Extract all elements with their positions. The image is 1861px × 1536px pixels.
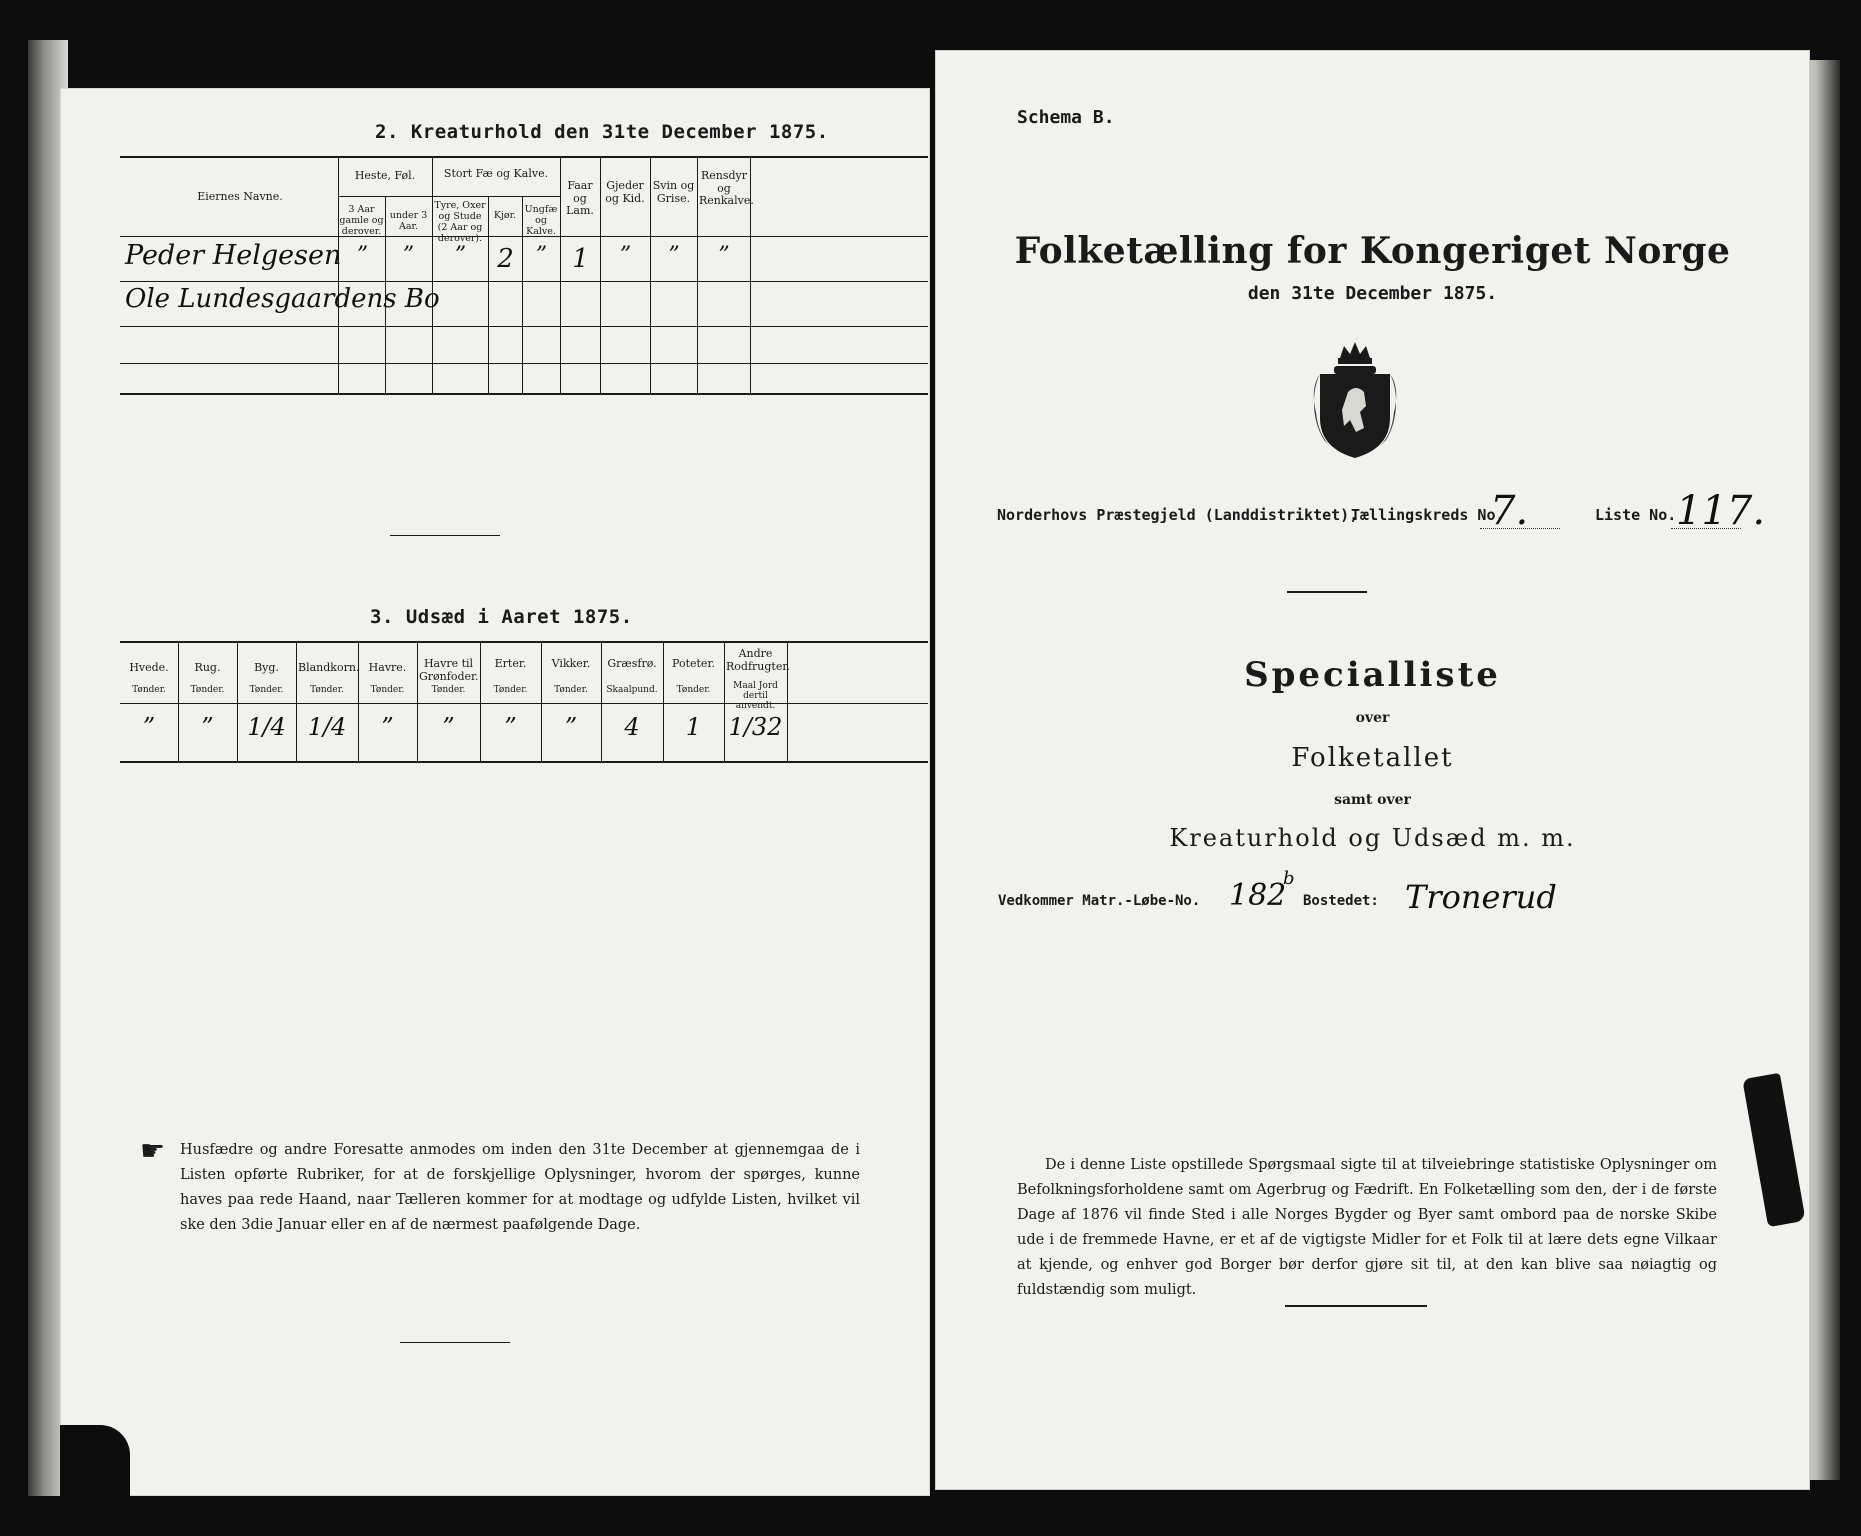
gjeder-header: Gjeder og Kid. bbox=[605, 179, 645, 205]
liste-label: Liste No. bbox=[1595, 506, 1677, 524]
udsaed-value-8: 4 bbox=[624, 713, 640, 741]
table2-row-rule bbox=[120, 326, 928, 327]
table3-col-rule bbox=[358, 641, 359, 761]
heste-sub1-header: 3 Aar gamle og derover. bbox=[339, 204, 384, 237]
notice-end-rule bbox=[400, 1342, 510, 1343]
table2-col-rule bbox=[600, 156, 601, 393]
udsaed-unit-3: Tønder. bbox=[310, 685, 344, 695]
udsaed-unit-4: Tønder. bbox=[370, 685, 405, 695]
udsaed-value-6: ” bbox=[504, 713, 517, 741]
udsaed-unit-7: Tønder. bbox=[554, 685, 588, 695]
table3-col-rule bbox=[787, 641, 788, 761]
pointing-hand-icon: ☛ bbox=[140, 1134, 166, 1167]
table3-col-rule bbox=[541, 641, 542, 761]
table3-header-rule bbox=[120, 703, 928, 704]
udsaed-unit-8: Skaalpund. bbox=[606, 685, 658, 695]
cell-svin: ” bbox=[668, 243, 680, 268]
table3-col-rule bbox=[296, 641, 297, 761]
section2-title: 2. Kreaturhold den 31te December 1875. bbox=[375, 121, 829, 143]
cell-ungfae: ” bbox=[535, 243, 548, 268]
udsaed-unit-2: Tønder. bbox=[249, 685, 284, 695]
district-label: Norderhovs Præstegjeld (Landdistriktet), bbox=[997, 506, 1359, 524]
stort-fae-header: Stort Fæ og Kalve. bbox=[443, 167, 549, 180]
udsaed-header-8: Græsfrø. bbox=[607, 657, 657, 670]
matr-value-superscript: b bbox=[1283, 868, 1295, 889]
table3-col-rule bbox=[601, 641, 602, 761]
udsaed-value-3: 1/4 bbox=[307, 713, 347, 741]
matr-label: Vedkommer Matr.-Løbe-No. bbox=[998, 893, 1201, 909]
left-page bbox=[60, 88, 930, 1496]
specialliste-heading: Specialliste bbox=[1244, 655, 1501, 695]
owner-name-2: Ole Lundesgaardens Bo bbox=[125, 284, 440, 314]
table3-top-rule bbox=[120, 641, 928, 643]
cell-tyre: ” bbox=[454, 243, 467, 268]
table2-col-rule bbox=[432, 156, 433, 393]
udsaed-header-0: Hvede. bbox=[129, 661, 169, 674]
faar-header: Faar og Lam. bbox=[566, 179, 594, 218]
udsaed-value-7: ” bbox=[564, 713, 578, 741]
heste-sub2-header: under 3 Aar. bbox=[389, 210, 428, 232]
table3-col-rule bbox=[417, 641, 418, 761]
table2-col-rule bbox=[697, 156, 698, 393]
kreds-value: 7. bbox=[1490, 488, 1529, 534]
owner-column-header: Eiernes Navne. bbox=[197, 190, 283, 203]
udsaed-value-10: 1/32 bbox=[728, 713, 783, 741]
folketallet-heading: Folketallet bbox=[1291, 743, 1454, 773]
samt-over-text: samt over bbox=[1334, 792, 1411, 808]
kjor-header: Kjør. bbox=[493, 210, 517, 221]
svin-header: Svin og Grise. bbox=[652, 179, 695, 205]
udsaed-header-5: Havre til Grønfoder. bbox=[419, 657, 479, 683]
ungfae-header: Ungfæ og Kalve. bbox=[524, 204, 558, 237]
udsaed-value-9: 1 bbox=[685, 713, 702, 741]
table3-col-rule bbox=[724, 641, 725, 761]
table2-group-rule bbox=[338, 196, 560, 197]
kreds-label: Tællingskreds No. bbox=[1351, 506, 1505, 524]
owner-name-1: Peder Helgesen bbox=[125, 240, 342, 271]
table2-col-rule bbox=[650, 156, 651, 393]
census-title: Folketælling for Kongeriget Norge bbox=[1014, 230, 1731, 272]
right-page bbox=[935, 50, 1810, 1490]
closing-rule bbox=[1285, 1305, 1427, 1307]
scan-dark-corner bbox=[60, 1425, 130, 1515]
udsaed-header-1: Rug. bbox=[194, 661, 221, 674]
table3-col-rule bbox=[237, 641, 238, 761]
separator-rule bbox=[390, 535, 500, 536]
tyre-header: Tyre, Oxer og Stude (2 Aar og derover). bbox=[434, 200, 486, 244]
table2-col-rule bbox=[488, 196, 489, 393]
udsaed-unit-6: Tønder. bbox=[493, 685, 528, 695]
cell-rensdyr: ” bbox=[718, 243, 730, 268]
table3-col-rule bbox=[480, 641, 481, 761]
table2-row-rule bbox=[120, 281, 928, 282]
udsaed-header-9: Poteter. bbox=[672, 657, 715, 670]
liste-dotted-rule bbox=[1671, 528, 1741, 529]
udsaed-header-10: Andre Rodfrugter. bbox=[726, 647, 790, 673]
heste-header: Heste, Føl. bbox=[354, 169, 416, 182]
kreaturhold-heading: Kreaturhold og Udsæd m. m. bbox=[1169, 824, 1576, 852]
census-date: den 31te December 1875. bbox=[1247, 283, 1498, 304]
norwegian-coat-of-arms-icon bbox=[1310, 340, 1400, 460]
udsaed-value-4: ” bbox=[381, 713, 394, 741]
table3-col-rule bbox=[178, 641, 179, 761]
udsaed-header-6: Erter. bbox=[494, 657, 527, 670]
rensdyr-header: Rensdyr og Renkalve. bbox=[699, 169, 754, 208]
matr-value: 182 bbox=[1229, 878, 1287, 913]
table2-col-rule bbox=[560, 156, 561, 393]
udsaed-header-4: Havre. bbox=[368, 661, 407, 674]
udsaed-unit-9: Tønder. bbox=[676, 685, 711, 695]
intro-paragraph: De i denne Liste opstillede Spørgsmaal sigte til at tilveiebringe statistiske Oplysninger om Befolkningsforholdene samt om Agerbrug og Fædrift. En Folketælling som den, der i de første Dage af 1876 vil finde Sted i alle Norges Bygder og Byer samt ombord paa de norske Skibe ude i de fremmede Havne, er et af de vigtigste Midler for et Folk til at lære dets egne Vilkaar at kjende, og enhver god Borger bør derfor gjøre sit til, at den kan blive saa nøiagtig og fuldstændig som muligt. bbox=[1017, 1157, 1717, 1298]
table2-col-rule bbox=[750, 156, 751, 393]
table2-col-rule bbox=[338, 156, 339, 393]
table2-row-rule bbox=[120, 363, 928, 364]
liste-value: 117. bbox=[1676, 488, 1766, 534]
table3-bottom-rule bbox=[120, 761, 928, 763]
short-rule bbox=[1287, 591, 1367, 593]
udsaed-unit-0: Tønder. bbox=[132, 685, 166, 695]
udsaed-header-7: Vikker. bbox=[551, 657, 591, 670]
udsaed-unit-5: Tønder. bbox=[431, 685, 466, 695]
udsaed-value-1: ” bbox=[201, 713, 214, 741]
udsaed-unit-10: Maal Jord dertil anvendt. bbox=[733, 681, 778, 711]
cell-faar: 1 bbox=[572, 244, 589, 274]
cell-gjeder: ” bbox=[619, 243, 632, 268]
udsaed-unit-1: Tønder. bbox=[190, 685, 225, 695]
udsaed-value-0: ” bbox=[142, 713, 156, 741]
bosted-value: Tronerud bbox=[1405, 878, 1557, 916]
table2-top-rule bbox=[120, 156, 928, 158]
over-text: over bbox=[1355, 710, 1390, 726]
kreds-dotted-rule bbox=[1480, 528, 1560, 529]
udsaed-value-5: ” bbox=[442, 713, 455, 741]
table3-col-rule bbox=[663, 641, 664, 761]
cell-kjor: 2 bbox=[497, 244, 514, 274]
udsaed-header-3: Blandkorn. bbox=[298, 661, 360, 674]
cell-heste-3aar: ” bbox=[356, 243, 369, 268]
bosted-label: Bostedet: bbox=[1303, 893, 1379, 909]
schema-label: Schema B. bbox=[1017, 107, 1115, 128]
udsaed-value-2: 1/4 bbox=[247, 713, 286, 741]
section3-title: 3. Udsæd i Aaret 1875. bbox=[370, 606, 633, 628]
notice-paragraph: Husfædre og andre Foresatte anmodes om inden den 31te December at gjennemgaa de i Listen opførte Rubriker, for at de forskjellige Oplysninger, hvorom der spørges, kunne haves paa rede Haand, naar Tælleren kommer for at modtage og udfylde Listen, hvilket vil ske den 3die Januar eller en af de nærmest paafølgende Dage. bbox=[180, 1142, 860, 1233]
udsaed-header-2: Byg. bbox=[254, 661, 279, 674]
cell-heste-under3: ” bbox=[402, 243, 415, 268]
table2-bottom-rule bbox=[120, 393, 928, 395]
